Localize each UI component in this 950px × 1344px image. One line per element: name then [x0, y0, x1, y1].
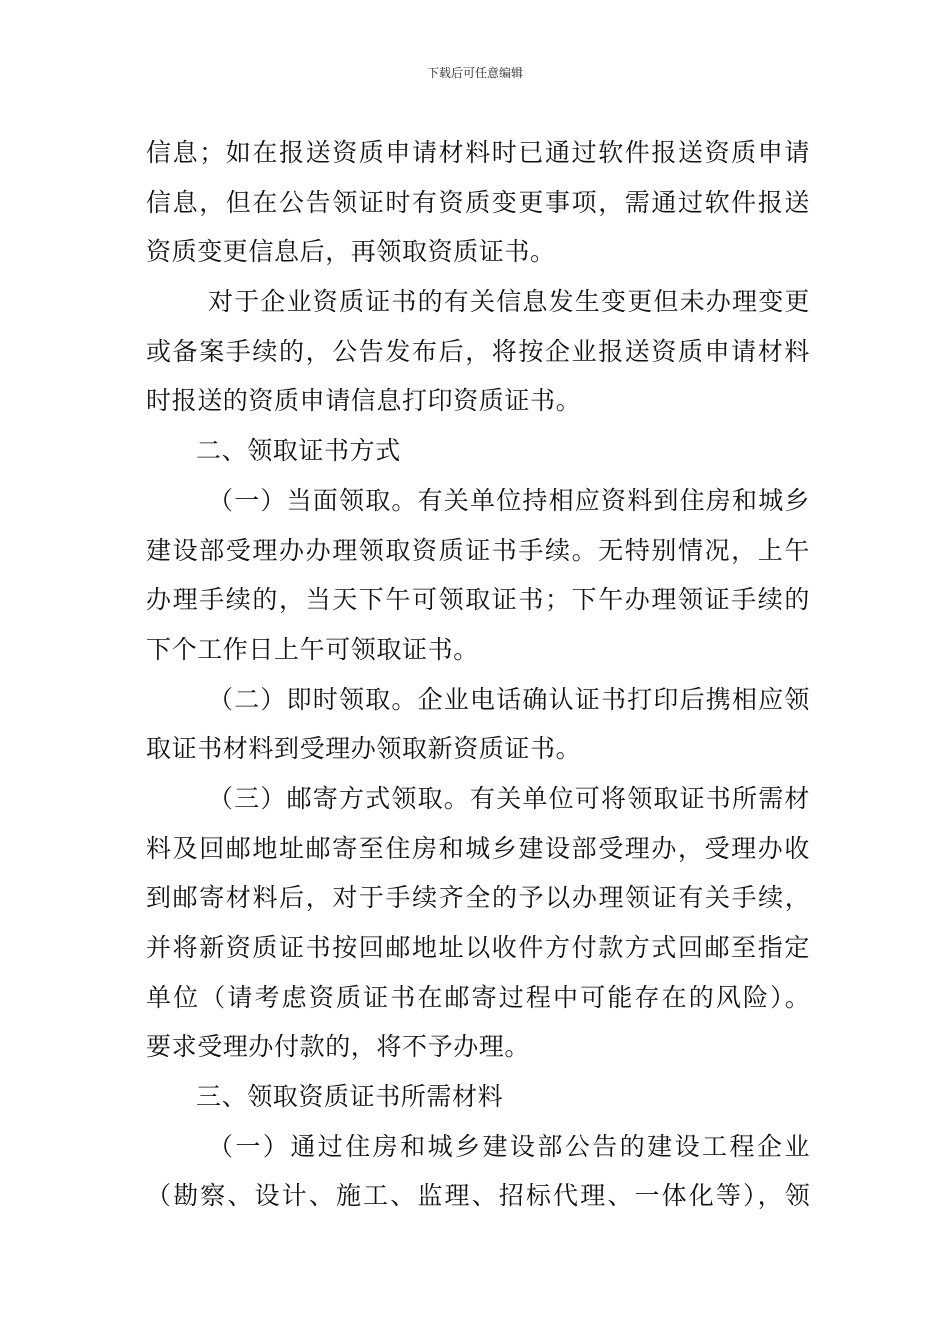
text-line: 下个工作日上午可领取证书。 — [146, 634, 479, 664]
text-line: 要求受理办付款的，将不予办理。 — [146, 1032, 531, 1062]
paragraph-first-line: 对于企业资质证书的有关信息发生变更但未办理变更 — [208, 287, 810, 317]
text-line: 并将新资质证书按回邮地址以收件方付款方式回邮至指定 — [146, 933, 810, 962]
text-line: 到邮寄材料后，对于手续齐全的予以办理领证有关手续， — [146, 883, 810, 913]
section-heading: 二、领取证书方式 — [196, 436, 401, 466]
paragraph-first-line: （三）邮寄方式领取。有关单位可将领取证书所需材 — [208, 783, 810, 813]
text-line: 信息；如在报送资质申请材料时已通过软件报送资质申请 — [146, 138, 810, 167]
text-line: 办理手续的，当天下午可领取证书；下午办理领证手续的 — [146, 585, 810, 615]
text-line: （勘察、设计、施工、监理、招标代理、一体化等），领 — [146, 1181, 810, 1211]
text-line: 信息，但在公告领证时有资质变更事项，需通过软件报送 — [146, 187, 810, 217]
document-body — [146, 128, 810, 1221]
paragraph-first-line: （一）通过住房和城乡建设部公告的建设工程企业 — [208, 1131, 810, 1161]
section-heading: 三、领取资质证书所需材料 — [196, 1082, 504, 1112]
text-line: 取证书材料到受理办领取新资质证书。 — [146, 734, 582, 764]
text-line: 单位（请考虑资质证书在邮寄过程中可能存在的风险）。 — [146, 982, 810, 1012]
text-line: 资质变更信息后，再领取资质证书。 — [146, 237, 556, 267]
page-header: 下载后可任意编辑 — [426, 66, 523, 80]
text-line: 时报送的资质申请信息打印资质证书。 — [146, 386, 582, 416]
text-line: 料及回邮地址邮寄至住房和城乡建设部受理办，受理办收 — [146, 833, 810, 863]
paragraph-first-line: （一）当面领取。有关单位持相应资料到住房和城乡 — [208, 485, 810, 515]
text-line: 建设部受理办办理领取资质证书手续。无特别情况，上午 — [146, 535, 810, 565]
paragraph-first-line: （二）即时领取。企业电话确认证书打印后携相应领 — [208, 684, 810, 714]
text-line: 或备案手续的，公告发布后，将按企业报送资质申请材料 — [146, 336, 810, 366]
